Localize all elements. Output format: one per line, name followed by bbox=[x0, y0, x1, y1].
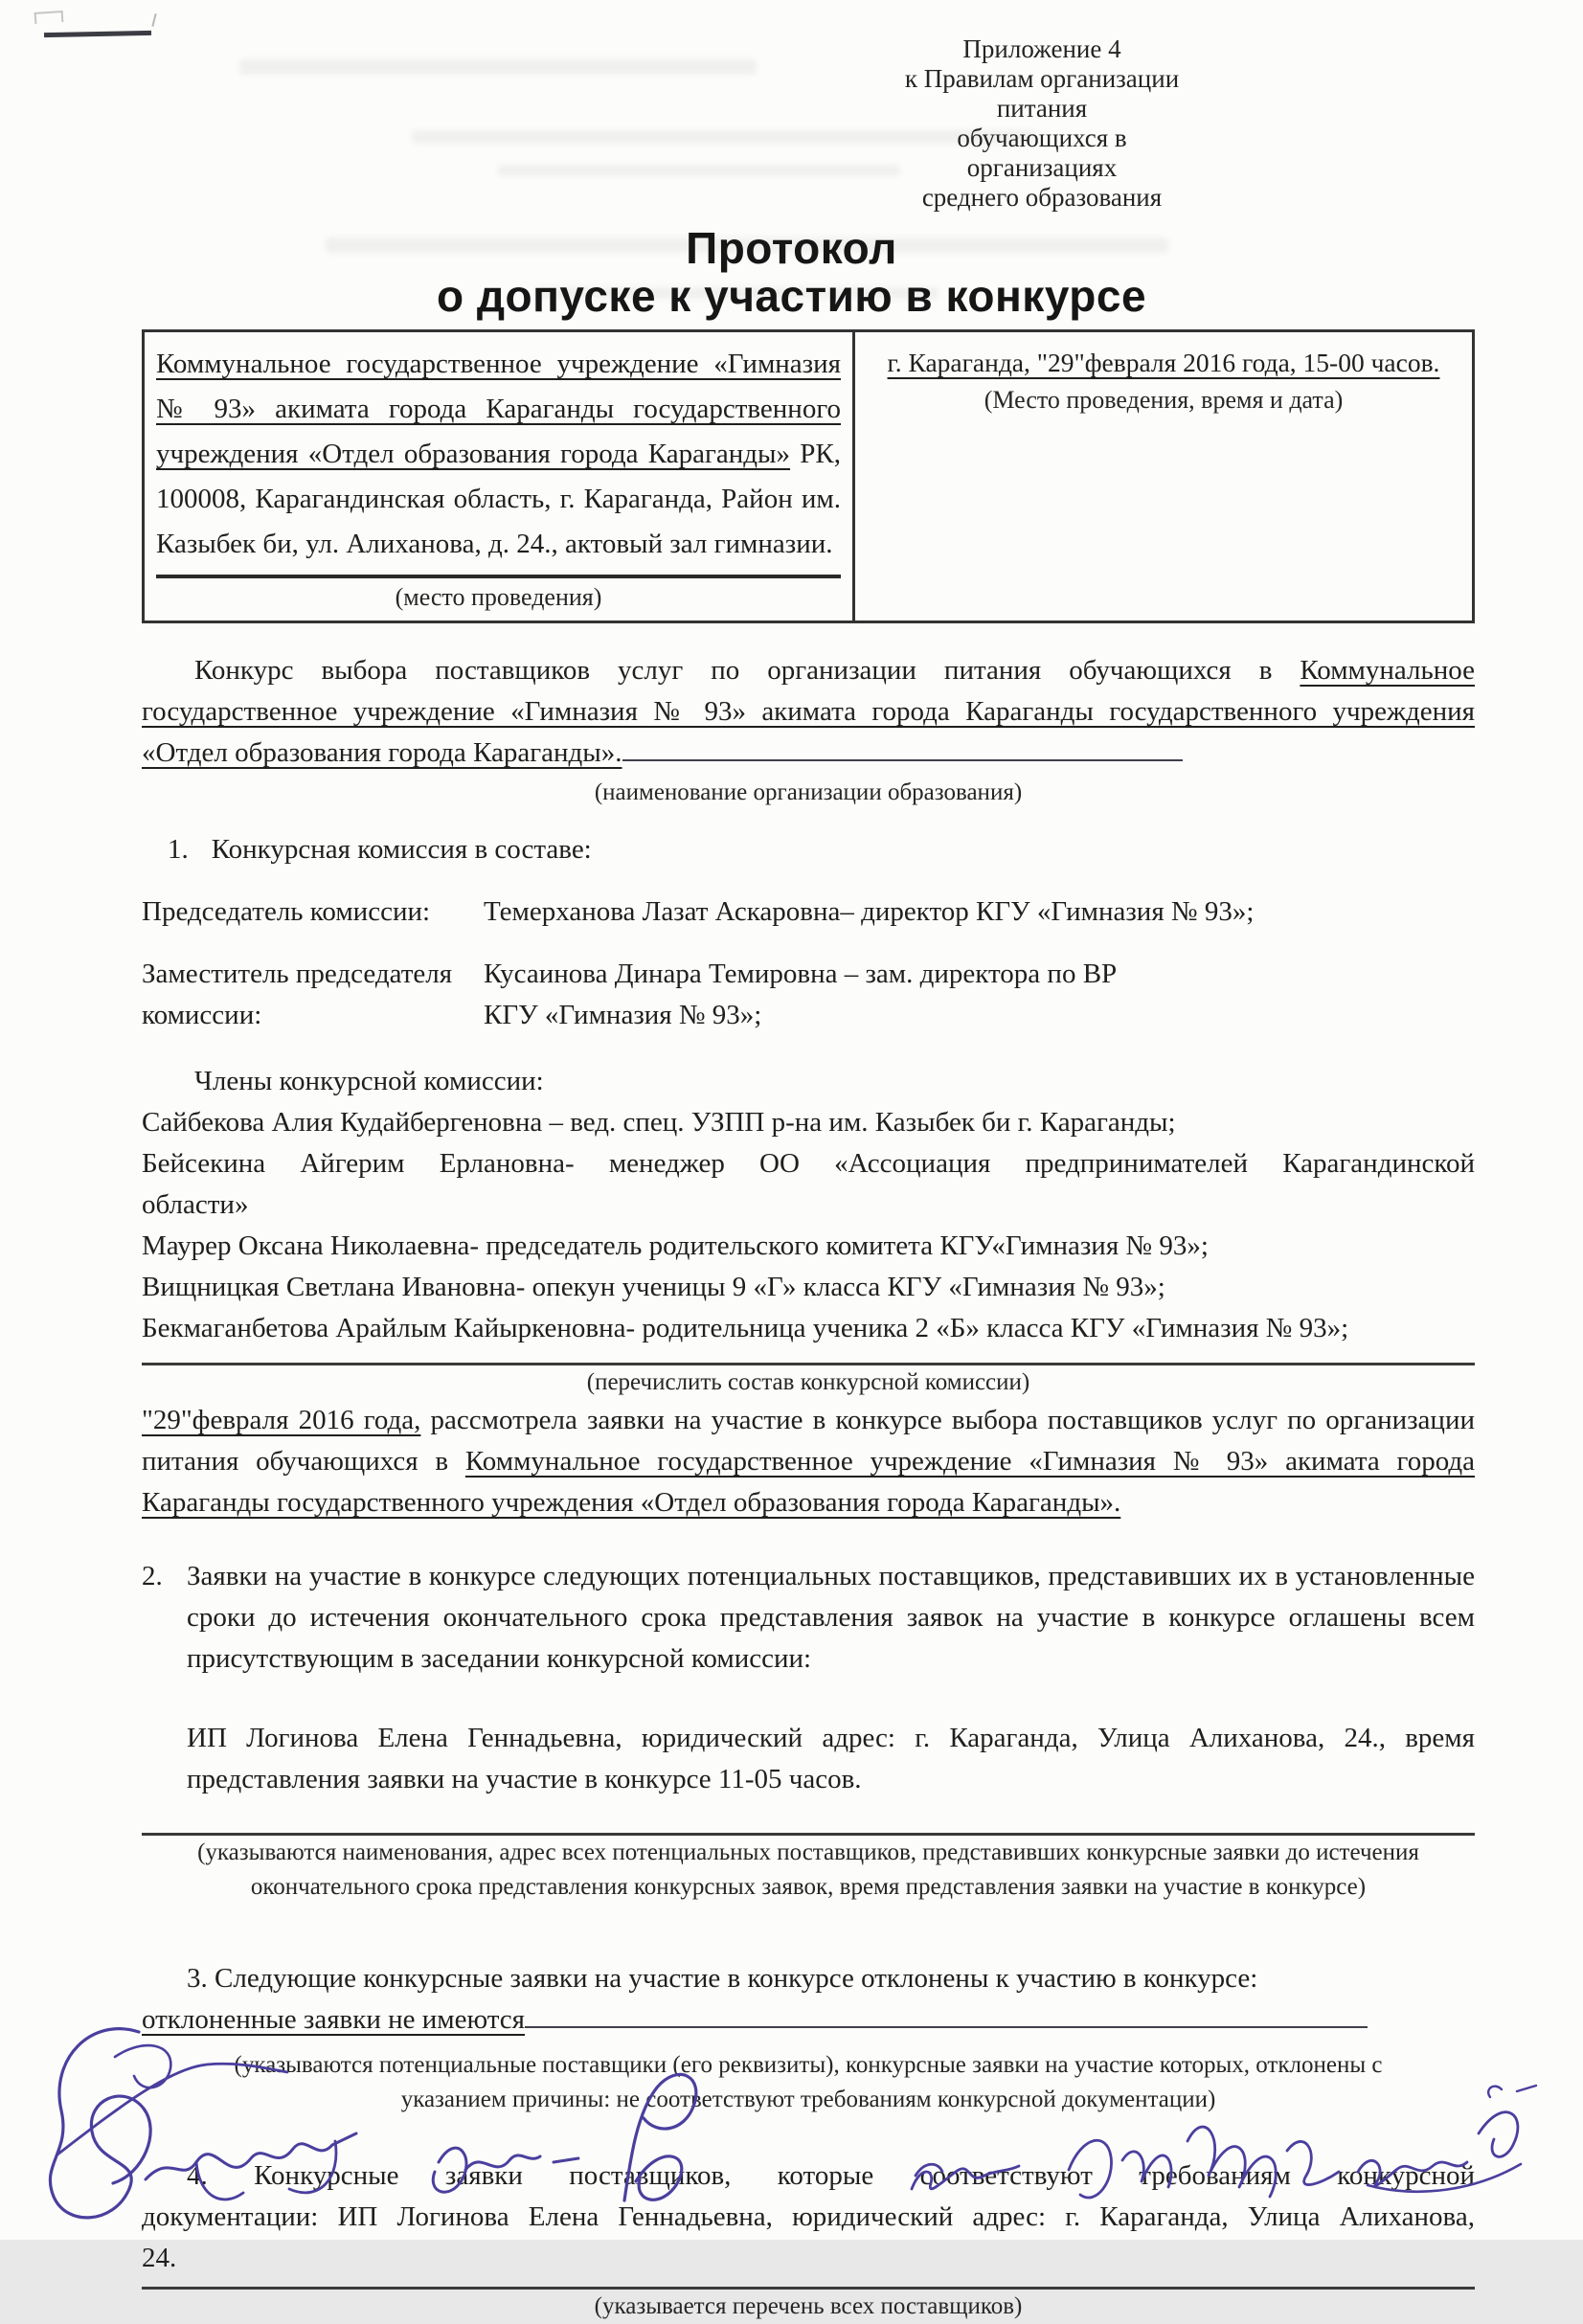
appendix-line: обучающихся в организациях bbox=[957, 124, 1127, 182]
page-title bbox=[0, 224, 1583, 320]
review-date-underlined: "29"февраля 2016 года, bbox=[142, 1405, 421, 1435]
venue-place-text bbox=[156, 342, 841, 567]
signature-7-marks bbox=[1488, 2086, 1536, 2097]
member-item: Сайбекова Алия Кудайбергеновна – вед. спец. УЗПП р-на им. Казыбек би г. Караганды; bbox=[142, 1107, 1176, 1138]
signature-5 bbox=[912, 2164, 1019, 2189]
signature-director-loop bbox=[115, 2045, 170, 2087]
spacer bbox=[142, 1905, 1475, 1958]
member-item-continuation: области» bbox=[142, 1189, 249, 1220]
spacer bbox=[142, 1800, 1475, 1833]
spacer bbox=[142, 1523, 1475, 1556]
signature-3-dash bbox=[554, 2158, 578, 2162]
rejected-value-underlined: отклоненные заявки не имеются bbox=[142, 2004, 526, 2035]
venue-table bbox=[142, 329, 1475, 623]
signature-2 bbox=[146, 2133, 356, 2179]
appendix-line: Приложение 4 bbox=[962, 34, 1121, 63]
spacer bbox=[142, 2279, 1475, 2287]
members-heading: Члены конкурсной комиссии: bbox=[194, 1066, 544, 1096]
section3-text: Следующие конкурсные заявки на участие в конкурсе отклонены к участию в конкурсе: bbox=[215, 1963, 1258, 1994]
section3-caption-line1: (указываются потенциальные поставщики (его реквизиты), конкурсные заявки на участие которых, отклонены с bbox=[234, 2052, 1383, 2078]
section1-heading bbox=[142, 829, 1475, 870]
bleed-through-smudge bbox=[239, 59, 757, 75]
signatures-block bbox=[0, 2019, 1583, 2240]
deputy-label: Заместитель председателя комиссии: bbox=[142, 959, 453, 1030]
chair-label: Председатель комиссии: bbox=[142, 896, 431, 927]
intro-underlined: Коммунальное государственное учреждение «Гимназия № 93» акимата города Караганды государственного учреждения «Отдел образования города Караганды». bbox=[142, 655, 1475, 768]
scan-corner-scribble bbox=[34, 11, 64, 24]
spacer bbox=[142, 1680, 1475, 1718]
signature-director-flourish bbox=[57, 2064, 287, 2155]
section3-number: 3. bbox=[187, 1963, 208, 1994]
page-title-line1: Протокол bbox=[686, 223, 897, 273]
section4-caption: (указывается перечень всех поставщиков) bbox=[594, 2293, 1023, 2319]
section3-paragraph bbox=[142, 1958, 1475, 1999]
signature-3 bbox=[433, 2148, 540, 2192]
venue-place-plain: РК, 100008, Карагандинская область, г. Караганда, Район им. Казыбек би, ул. Алиханова, д. 24., актовый зал гимназии. bbox=[156, 439, 841, 559]
spacer bbox=[142, 1349, 1475, 1363]
section1-caption: (перечислить состав конкурсной комиссии) bbox=[586, 1369, 1030, 1395]
section2-paragraph bbox=[142, 1556, 1475, 1680]
section3-caption-line2: указанием причины: не соответствуют требованиям конкурсной документации) bbox=[400, 2087, 1216, 2112]
venue-datetime-value: г. Караганда, "29"февраля 2016 года, 15-00 часов. bbox=[887, 348, 1440, 377]
members-list bbox=[142, 1102, 1475, 1349]
member-item: Вищницкая Светлана Ивановна- опекун ученицы 9 «Г» класса КГУ «Гимназия № 93»; bbox=[142, 1272, 1165, 1302]
review-org-underlined: Коммунальное государственное учреждение «Гимназия № 93» акимата города Караганды государственного учреждения «Отдел образования города Караганды». bbox=[142, 1446, 1475, 1518]
venue-cell-datetime bbox=[855, 332, 1472, 620]
section4-line2: документации: ИП Логинова Елена Геннадьевна, юридический адрес: г. Караганда, Улица Алиханова, bbox=[142, 2201, 1475, 2232]
section2-caption-line1: (указываются наименования, адрес всех потенциальных поставщиков, представивших конкурсные заявки до истечения bbox=[197, 1839, 1419, 1865]
member-item: Бейсекина Айгерим Ерлановна- менеджер ОО «Ассоциация предпринимателей Карагандинской bbox=[142, 1148, 1475, 1179]
member-item: Бекмаганбетова Арайлым Кайыркеновна- родительница ученика 2 «Б» класса КГУ «Гимназия № 93»; bbox=[142, 1313, 1349, 1343]
commission-deputy-row bbox=[142, 954, 1475, 1036]
section4-line3: 24. bbox=[142, 2243, 177, 2273]
appendix-line: среднего образования bbox=[921, 183, 1163, 212]
appendix-reference bbox=[891, 34, 1193, 213]
venue-datetime-caption: (Место проведения, время и дата) bbox=[984, 386, 1344, 414]
bleed-through-smudge bbox=[498, 165, 900, 176]
section1-number: 1. bbox=[168, 834, 189, 865]
supplier-paragraph: ИП Логинова Елена Геннадьевна, юридический адрес: г. Караганда, Улица Алиханова, 24., время представления заявки на участие в конкурсе 11-05 часов. bbox=[187, 1723, 1475, 1794]
member-item: Маурер Оксана Николаевна- председатель родительского комитета КГУ«Гимназия № 93»; bbox=[142, 1230, 1209, 1261]
intro-plain: Конкурс выбора поставщиков услуг по организации питания обучающихся в bbox=[194, 655, 1300, 686]
intro-caption: (наименование организации образования) bbox=[594, 779, 1023, 805]
deputy-value bbox=[484, 954, 1261, 1036]
section1-heading-text: Конкурсная комиссия в составе: bbox=[211, 834, 592, 865]
section2-caption-line2: окончательного срока представления конкурсных заявок, время представления заявки на участие в конкурсе) bbox=[250, 1874, 1367, 1900]
review-mid: рассмотрела заявки на участие в конкурсе выбора поставщиков услуг по организации питания обучающихся в bbox=[142, 1405, 1475, 1477]
chair-value: Темерханова Лазат Аскаровна– директор КГУ «Гимназия № 93»; bbox=[484, 896, 1255, 927]
signature-6 bbox=[1069, 2140, 1171, 2198]
signature-4 bbox=[624, 2074, 696, 2200]
review-paragraph bbox=[142, 1400, 1475, 1523]
intro-paragraph bbox=[142, 650, 1475, 774]
commission-chair-row bbox=[142, 891, 1475, 933]
venue-place-caption: (место проведения) bbox=[395, 583, 602, 611]
venue-place-underlined: Коммунальное государственное учреждение «Гимназия № 93» акимата города Караганды государственного учреждения «Отдел образования города Караганды» bbox=[156, 349, 841, 469]
section2-number: 2. bbox=[142, 1561, 163, 1591]
signature-7 bbox=[1358, 2112, 1518, 2186]
signature-7-underline bbox=[1368, 2164, 1521, 2192]
venue-place-divider bbox=[156, 575, 841, 578]
page-title-line2: о допуске к участию в конкурсе bbox=[436, 271, 1147, 321]
deputy-value-line2: КГУ «Гимназия № 93»; bbox=[484, 1000, 762, 1030]
section2-caption bbox=[142, 1836, 1475, 1905]
signature-6b bbox=[1187, 2127, 1339, 2197]
venue-cell-place bbox=[145, 332, 855, 620]
section2-text: Заявки на участие в конкурсе следующих потенциальных поставщиков, представивших их в установленные сроки до истечения окончательного срока представления заявок на участие в конкурсе оглашены всем присутствующим в заседании конкурсной комиссии: bbox=[187, 1561, 1475, 1674]
scan-corner-tick bbox=[151, 13, 156, 27]
section4-line1: 4. Конкурсные заявки поставщиков, которые соответствуют требованиям конкурсной bbox=[187, 2160, 1475, 2191]
appendix-line: к Правилам организации питания bbox=[904, 64, 1180, 123]
scan-corner-mark bbox=[44, 31, 151, 37]
deputy-value-line1: Кусаинова Динара Темировна – зам. директора по ВР bbox=[484, 959, 1118, 989]
blank-line-extension bbox=[622, 754, 1183, 761]
